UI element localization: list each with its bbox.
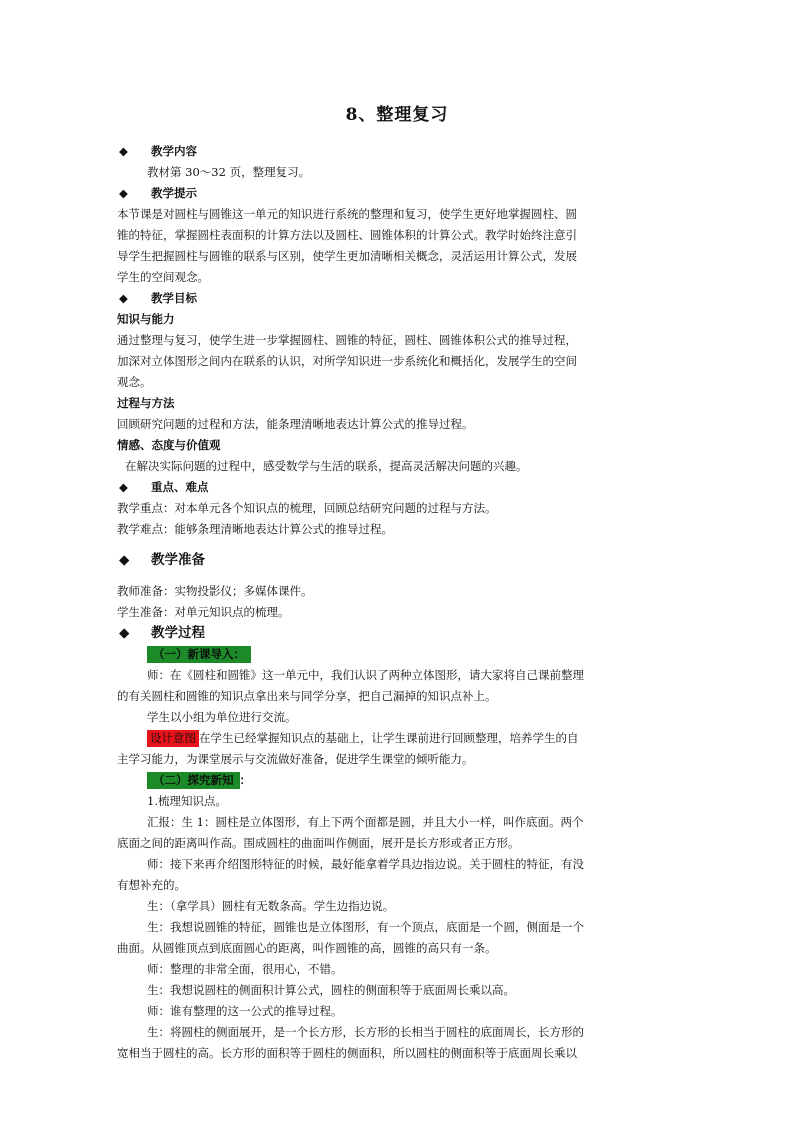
tips-line: 本节课是对圆柱与圆锥这一单元的知识进行系统的整理和复习，使学生更好地掌握圆柱、圆 — [117, 207, 577, 221]
design-label: 设计意图 — [147, 730, 199, 747]
design-line2: 主学习能力，为课堂展示与交流做好准备，促进学生课堂的倾听能力。 — [117, 752, 474, 766]
derive-line: 师：谁有整理的这一公式的推导过程。 — [147, 1004, 343, 1018]
unfold-line: 宽相当于圆柱的高。长方形的面积等于圆柱的侧面积，所以圆柱的侧面积等于底面周长乘以 — [117, 1046, 577, 1060]
side-area-line: 生：我想说圆柱的侧面积计算公式，圆柱的侧面积等于底面周长乘以高。 — [147, 983, 515, 997]
knowledge-line: 观念。 — [117, 375, 152, 389]
page-title: 8、整理复习 — [345, 105, 449, 125]
part1-line: 师：在《圆柱和圆锥》这一单元中，我们认识了两种立体图形，请大家将自己课前整理 — [147, 668, 584, 682]
report-line: 底面之间的距离叫作高。围成圆柱的曲面叫作侧面，展开是长方形或者正方形。 — [117, 836, 520, 850]
key-point: 教学重点：对本单元各个知识点的梳理，回顾总结研究问题的过程与方法。 — [117, 501, 497, 515]
cone-line: 生：我想说圆锥的特征，圆锥也是立体图形，有一个顶点，底面是一个圆，侧面是一个 — [147, 920, 584, 934]
diamond-bullet-icon: ◆ — [119, 186, 128, 200]
diamond-bullet-icon: ◆ — [119, 552, 130, 568]
design-intent: 设计意图 在学生已经掌握知识点的基础上，让学生课前进行回顾整理，培养学生的自 — [117, 728, 677, 749]
subheading-knowledge: 知识与能力 — [117, 312, 175, 326]
diamond-bullet-icon: ◆ — [119, 625, 130, 641]
tips-line: 学生的空间观念。 — [117, 270, 209, 284]
part1-heading — [117, 644, 677, 665]
praise-line: 师：整理的非常全面，很用心，不错。 — [147, 962, 343, 976]
teacher-prep: 教师准备：实物投影仪；多媒体课件。 — [117, 584, 313, 598]
teacher-line: 师：接下来再介绍图形特征的时候，最好能拿着学具边指边说。关于圆柱的特征，有没 — [147, 857, 584, 871]
teacher-line: 有想补充的。 — [117, 878, 186, 892]
subheading-process: 过程与方法 — [117, 396, 175, 410]
content-text: 教材第 30～32 页，整理复习。 — [147, 165, 311, 179]
section-heading-content: ◆ 教学内容 — [117, 141, 677, 162]
part1-label: （一）新课导入： — [147, 646, 251, 663]
student-line: 生：（拿学具）圆柱有无数条高。学生边指边说。 — [147, 899, 395, 913]
group-line: 学生以小组为单位进行交流。 — [147, 710, 297, 724]
section-heading-procedure: ◆ 教学过程 — [117, 623, 677, 644]
cone-line: 曲面。从圆锥顶点到底面圆心的距离，叫作圆锥的高，圆锥的高只有一条。 — [117, 941, 497, 955]
knowledge-line: 加深对立体图形之间内在联系的认识，对所学知识进一步系统化和概括化，发展学生的空间 — [117, 354, 577, 368]
difficult-point: 教学难点：能够条理清晰地表达计算公式的推导过程。 — [117, 522, 393, 536]
document-page — [117, 100, 677, 1064]
section-heading-prep: ◆ 教学准备 — [117, 550, 677, 571]
section-heading-tips: ◆ 教学提示 — [117, 183, 677, 204]
knowledge-line: 通过整理与复习，使学生进一步掌握圆柱、圆锥的特征，圆柱、圆锥体积公式的推导过程， — [117, 333, 577, 347]
diamond-bullet-icon: ◆ — [119, 480, 128, 494]
subheading-emotion: 情感、态度与价值观 — [117, 438, 221, 452]
part1-line: 的有关圆柱和圆锥的知识点拿出来与同学分享，把自己漏掉的知识点补上。 — [117, 689, 497, 703]
sort-line: 1.梳理知识点。 — [147, 794, 227, 808]
unfold-line: 生：将圆柱的侧面展开，是一个长方形，长方形的长相当于圆柱的底面周长，长方形的 — [147, 1025, 584, 1039]
diamond-bullet-icon: ◆ — [119, 291, 128, 305]
part2-heading: （二）探究新知 ： — [117, 770, 677, 791]
student-prep: 学生准备：对单元知识点的梳理。 — [117, 605, 290, 619]
emotion-text: 在解决实际问题的过程中，感受数学与生活的联系，提高灵活解决问题的兴趣。 — [125, 459, 528, 473]
tips-line: 锥的特征，掌握圆柱表面积的计算方法以及圆柱、圆锥体积的计算公式。教学时始终注意引 — [117, 228, 577, 242]
diamond-bullet-icon: ◆ — [119, 144, 128, 158]
part2-label: （二）探究新知 — [147, 772, 240, 789]
process-text: 回顾研究问题的过程和方法，能条理清晰地表达计算公式的推导过程。 — [117, 417, 474, 431]
section-heading-goals: ◆ 教学目标 — [117, 288, 677, 309]
tips-line: 导学生把握圆柱与圆锥的联系与区别，使学生更加清晰相关概念，灵活运用计算公式，发展 — [117, 249, 577, 263]
report-line: 汇报：生 1：圆柱是立体图形，有上下两个面都是圆，并且大小一样，叫作底面。两个 — [147, 815, 584, 829]
section-heading-key: ◆ 重点、难点 — [117, 477, 677, 498]
